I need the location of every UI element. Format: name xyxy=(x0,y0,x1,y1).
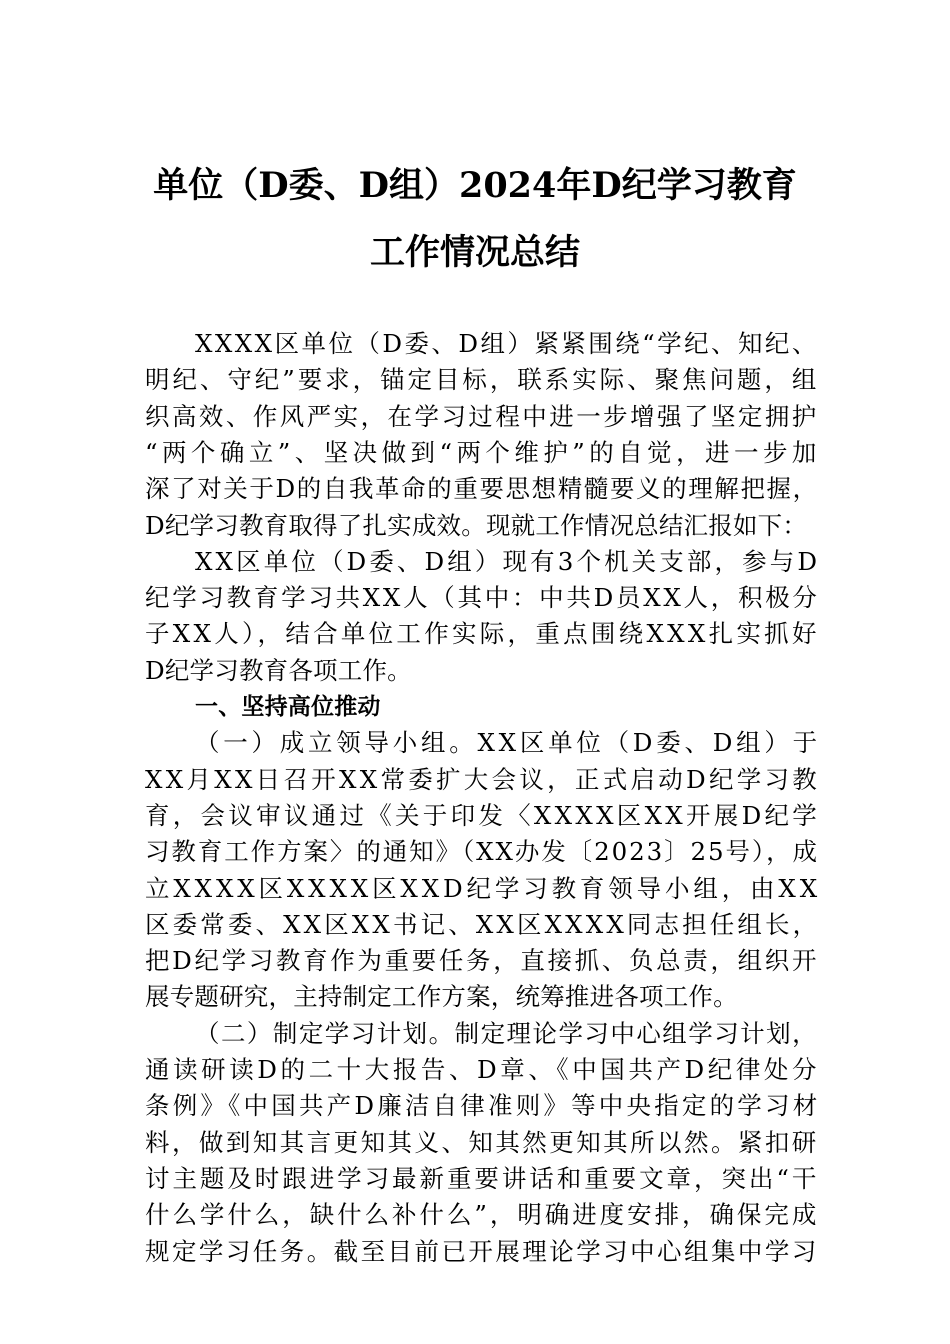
body-line: 什么学什么，缺什么补什么”，明确进度安排，确保完成 xyxy=(145,1200,820,1230)
body-line: 子XX人），结合单位工作实际，重点围绕XXX扎实抓好 xyxy=(145,619,820,649)
body-line: XXXX区单位（D委、D组）紧紧围绕“学纪、知纪、 xyxy=(195,329,819,358)
body-line: 织高效、作风严实，在学习过程中进一步增强了坚定拥护 xyxy=(145,401,819,431)
body-line: 通读研读D的二十大报告、D章、《中国共产D纪律处分 xyxy=(145,1055,821,1084)
document-title-line-2: 工作情况总结 xyxy=(369,232,580,273)
body-line: 区委常委、XX区XX书记、XX区XXXX同志担任组长， xyxy=(145,909,821,939)
body-line: 立XXXX区XXXX区XXD纪学习教育领导小组，由XX xyxy=(145,873,821,903)
body-line: 深了对关于D的自我革命的重要思想精髓要义的理解把握， xyxy=(145,474,819,504)
body-line: XX区单位（D委、D组）现有3个机关支部，参与D xyxy=(195,546,821,576)
section-heading: 一、坚持高位推动 xyxy=(195,694,381,720)
body-line: 把D纪学习教育作为重要任务，直接抓、负总责，组织开 xyxy=(145,946,820,976)
document-title-line-1: 单位（D委、D组）2024年D纪学习教育 xyxy=(153,165,797,206)
body-line: 条例》《中国共产D廉洁自律准则》等中央指定的学习材 xyxy=(145,1091,821,1121)
body-line: D纪学习教育取得了扎实成效。现就工作情况总结汇报如下： xyxy=(145,510,808,540)
body-line: 明纪、守纪”要求，锚定目标，联系实际、聚焦问题，组 xyxy=(145,365,820,395)
body-line: 料，做到知其言更知其义、知其然更知其所以然。紧扣研 xyxy=(145,1127,819,1157)
body-line: 讨主题及时跟进学习最新重要讲话和重要文章，突出“干 xyxy=(145,1163,820,1193)
body-line: （二）制定学习计划。制定理论学习中心组学习计划， xyxy=(195,1018,819,1048)
body-line: “两个确立”、坚决做到“两个维护”的自觉，进一步加 xyxy=(145,437,821,467)
body-line: 习教育工作方案〉的通知》（XX办发〔2023〕25号），成 xyxy=(145,837,819,867)
body-line: 规定学习任务。截至目前已开展理论学习中心组集中学习 xyxy=(145,1236,819,1266)
body-line: 育，会议审议通过《关于印发〈XXXX区XX开展D纪学 xyxy=(145,800,821,830)
body-line: XX月XX日召开XX常委扩大会议，正式启动D纪学习教 xyxy=(145,764,821,794)
body-line: 展专题研究，主持制定工作方案，统筹推进各项工作。 xyxy=(145,982,738,1012)
body-line: D纪学习教育各项工作。 xyxy=(145,655,412,685)
body-line: （一）成立领导小组。XX区单位（D委、D组）于 xyxy=(195,728,821,758)
body-line: 纪学习教育学习共XX人（其中：中共D员XX人，积极分 xyxy=(145,583,820,613)
